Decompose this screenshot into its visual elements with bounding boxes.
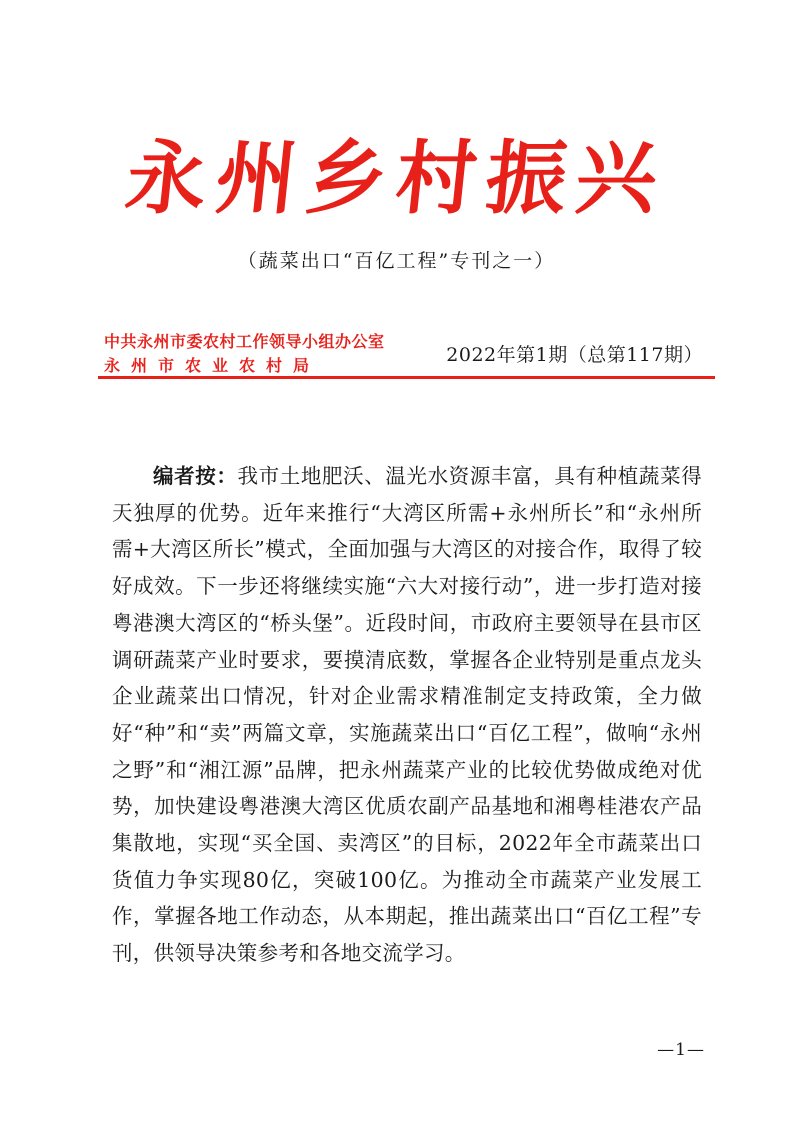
page-number: —1—	[657, 1040, 705, 1060]
issue-number: 2022年第1期（总第117期）	[446, 344, 703, 366]
editor-note-label: 编者按：	[153, 464, 238, 488]
issue-subtitle: （蔬菜出口“百亿工程”专刊之一）	[237, 250, 556, 272]
issuer-line-2: 永州市农业农村局	[104, 356, 321, 375]
issuer-line-1: 中共永州市委农村工作领导小组办公室	[104, 332, 385, 351]
red-divider-rule	[98, 376, 715, 379]
editor-note-text: 我市土地肥沃、温光水资源丰富，具有种植蔬菜得天独厚的优势。近年来推行“大湾区所需+永州所长”和“永州所需+大湾区所长”模式，全面加强与大湾区的对接合作，取得了较好成效。下一步还将继续实施“六大对接行动”，进一步打造对接粤港澳大湾区的“桥头堡”。近段时间，市政府主要领导在县市区调研蔬菜产业时要求，要摸清底数，掌握各企业特别是重点龙头企业蔬菜出口情况，针对企业需求精准制定支持政策，全力做好“种”和“卖”两篇文章，实施蔬菜出口“百亿工程”，做响“永州之野”和“湘江源”品牌，把永州蔬菜产业的比较优势做成绝对优势，加快建设粤港澳大湾区优质农副产品基地和湘粤桂港农产品集散地，实现“买全国、卖湾区”的目标，2022年全市蔬菜出口货值力争实现80亿，突破100亿。为推动全市蔬菜产业发展工作，掌握各地工作动态，从本期起，推出蔬菜出口“百亿工程”专刊，供领导决策参考和各地交流学习。	[112, 464, 702, 966]
editor-note-paragraph	[112, 458, 702, 972]
masthead-title: 永州乡村振兴	[121, 131, 672, 225]
issuer-block	[104, 330, 385, 378]
